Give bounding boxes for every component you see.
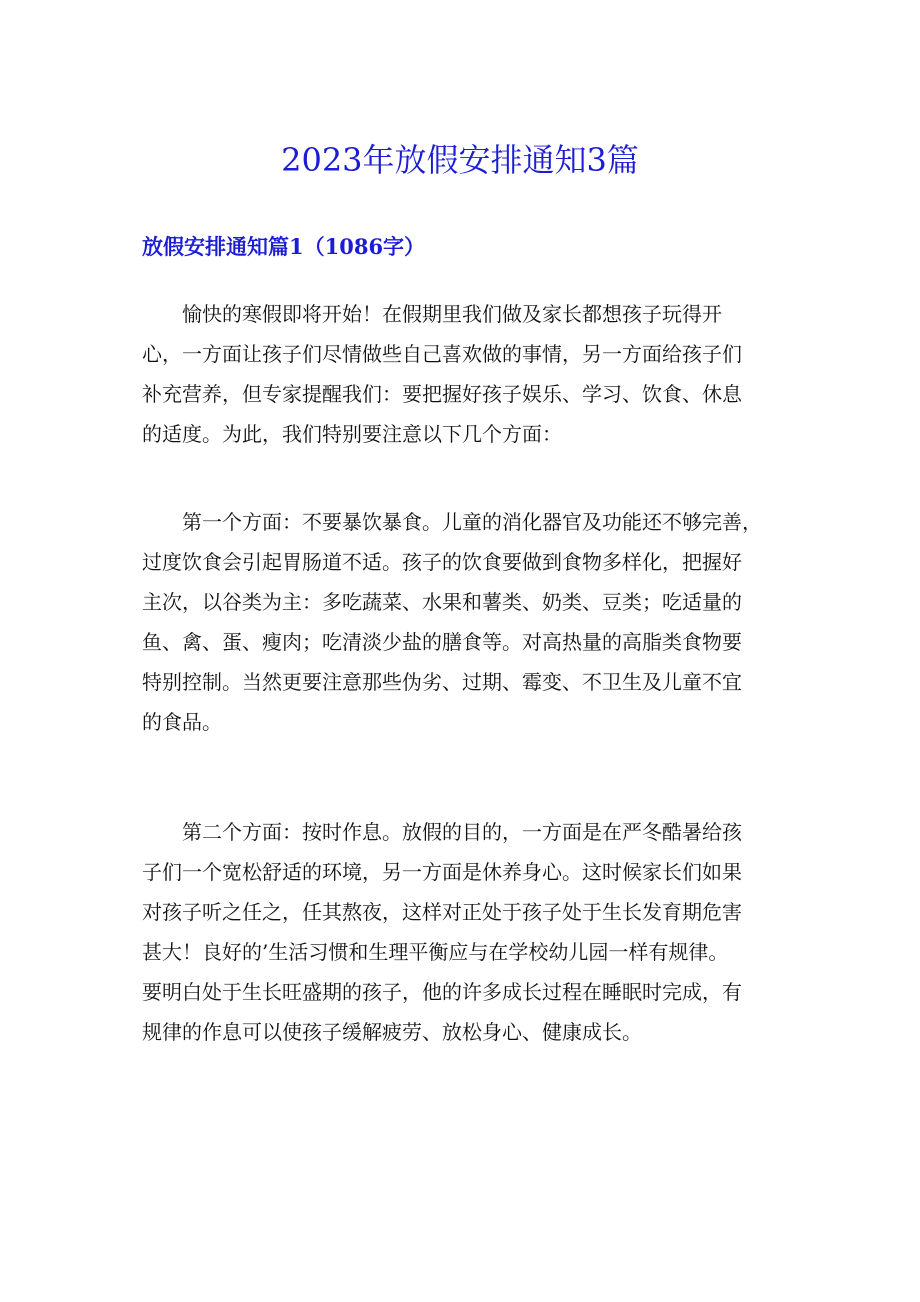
paragraph-intro xyxy=(142,294,782,454)
paragraph-aspect-two xyxy=(142,812,782,1052)
paragraph-line: 的食品。 xyxy=(142,710,222,734)
paragraph-line: 第二个方面：按时作息。放假的目的，一方面是在严冬酷暑给孩 xyxy=(142,820,742,844)
paragraph-line: 补充营养，但专家提醒我们：要把握好孩子娱乐、学习、饮食、休息 xyxy=(142,382,742,406)
paragraph-line: 规律的作息可以使孩子缓解疲劳、放松身心、健康成长。 xyxy=(142,1020,642,1044)
document-title: 2023年放假安排通知3篇 xyxy=(281,141,639,179)
paragraph-line: 要明白处于生长旺盛期的孩子，他的许多成长过程在睡眠时完成，有 xyxy=(142,980,742,1004)
paragraph-line: 心，一方面让孩子们尽情做些自己喜欢做的事情，另一方面给孩子们 xyxy=(142,342,742,366)
section-heading: 放假安排通知篇1（1086字） xyxy=(142,234,426,259)
paragraph-line: 子们一个宽松舒适的环境，另一方面是休养身心。这时候家长们如果 xyxy=(142,860,742,884)
paragraph-line: 过度饮食会引起胃肠道不适。孩子的饮食要做到食物多样化，把握好 xyxy=(142,550,742,574)
paragraph-aspect-one xyxy=(142,502,782,742)
paragraph-line: 第一个方面：不要暴饮暴食。儿童的消化器官及功能还不够完善， xyxy=(142,510,762,534)
paragraph-line: 愉快的寒假即将开始！在假期里我们做及家长都想孩子玩得开 xyxy=(142,302,722,326)
paragraph-line: 甚大！良好的’生活习惯和生理平衡应与在学校幼儿园一样有规律。 xyxy=(142,940,729,964)
paragraph-line: 特别控制。当然更要注意那些伪劣、过期、霉变、不卫生及儿童不宜 xyxy=(142,670,742,694)
paragraph-line: 对孩子听之任之，任其熬夜，这样对正处于孩子处于生长发育期危害 xyxy=(142,900,742,924)
paragraph-line: 主次，以谷类为主：多吃蔬菜、水果和薯类、奶类、豆类；吃适量的 xyxy=(142,590,742,614)
paragraph-line: 鱼、禽、蛋、瘦肉；吃清淡少盐的膳食等。对高热量的高脂类食物要 xyxy=(142,630,742,654)
paragraph-line: 的适度。为此，我们特别要注意以下几个方面： xyxy=(142,422,562,446)
